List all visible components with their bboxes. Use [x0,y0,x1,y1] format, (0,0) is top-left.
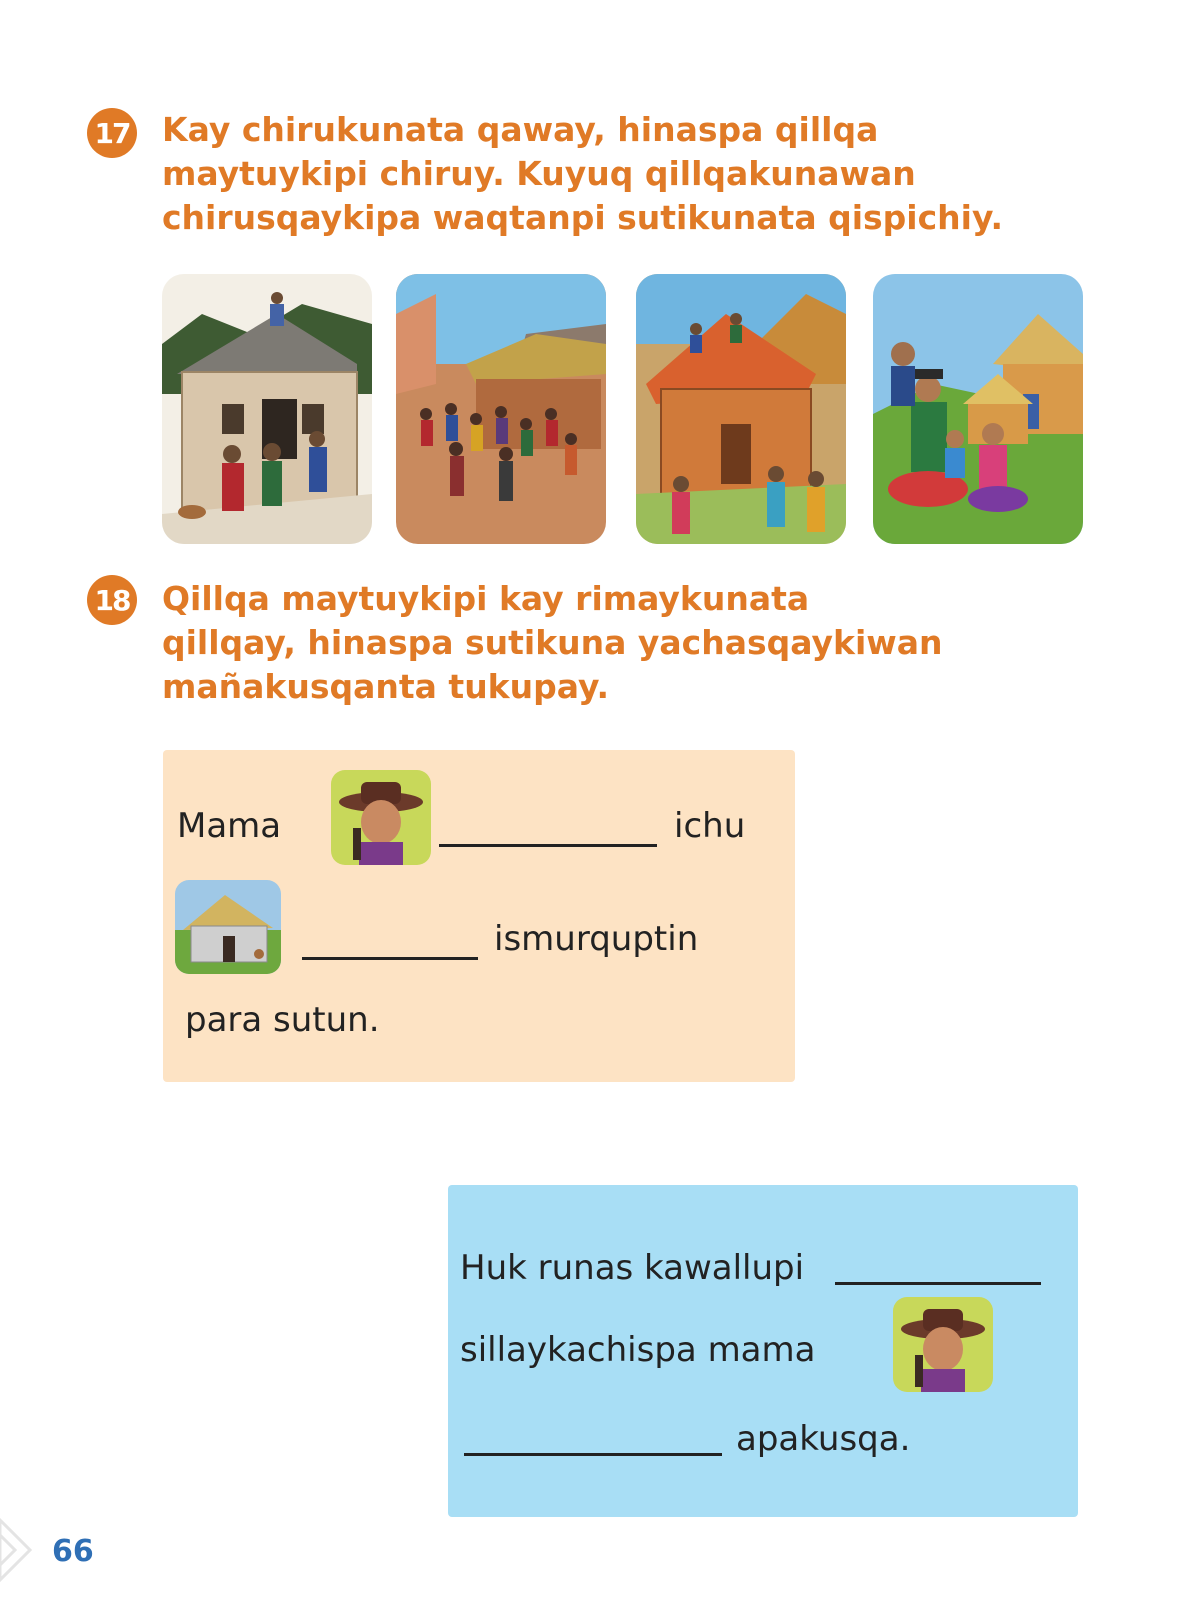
blank-line[interactable] [439,844,657,847]
sentence-box-blue [448,1185,1078,1517]
corner-pattern-icon [0,1500,50,1600]
page-number: 66 [52,1534,94,1569]
word-sillaykachispa-mama: sillaykachispa mama [460,1330,816,1370]
instruction-line: qillqay, hinaspa sutikuna yachasqaykiwan [162,623,943,662]
word-mama: Mama [177,806,282,846]
blank-line[interactable] [302,957,478,960]
word-ismurquptin: ismurquptin [494,919,699,959]
exercise-17-badge: 17 [87,108,137,158]
instruction-line: mañakusqanta tukupay. [162,667,610,706]
blank-line[interactable] [464,1453,722,1456]
instruction-line: maytuykipi chiruy. Kuyuq qillqakunawan [162,154,916,193]
sentence-box-orange [163,750,795,1082]
picture-roof-raising [162,274,372,544]
exercise-17-instruction [162,108,1003,240]
blank-line[interactable] [835,1282,1041,1285]
exercise-18-badge: 18 [87,575,137,625]
grandmother-picture [331,770,431,865]
word-ichu: ichu [674,806,746,846]
word-apakusqa: apakusqa. [736,1419,911,1459]
instruction-line: Qillqa maytuykipi kay rimaykunata [162,579,810,618]
picture-community-gathering [396,274,606,544]
instruction-line: chirusqaykipa waqtanpi sutikunata qispichiy. [162,198,1003,237]
grandmother-picture [893,1297,993,1392]
instruction-line: Kay chirukunata qaway, hinaspa qillqa [162,110,879,149]
word-huk-runas-kawallupi: Huk runas kawallupi [460,1248,805,1288]
exercise-18-instruction [162,577,943,709]
picture-roof-building-dance [636,274,846,544]
thatched-house-picture [175,880,281,974]
word-para-sutun: para sutun. [185,1000,380,1040]
picture-family-house [873,274,1083,544]
